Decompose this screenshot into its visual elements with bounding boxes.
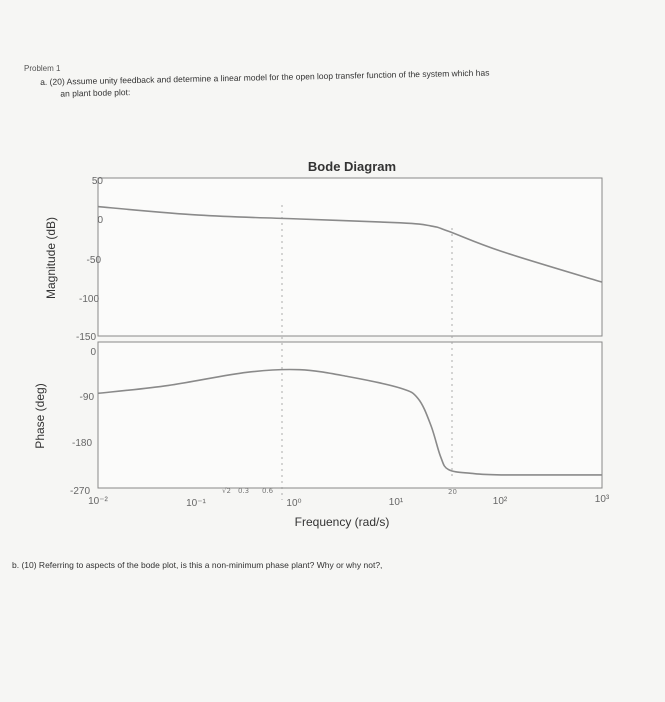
hand-note-06: 0.6 <box>262 487 274 495</box>
phase-y-ticks <box>70 347 96 497</box>
part-b-question: b. (10) Referring to aspects of the bode plot, is this a non-minimum phase plant? Why or why not?, <box>12 560 383 570</box>
hand-note-sqrt2: √2 <box>222 487 231 495</box>
problem-title: Problem 1 <box>24 64 61 73</box>
hand-note-03: 0.3 <box>238 487 250 495</box>
x-tick-1e-2: 10⁻² <box>88 496 108 507</box>
part-a-marker: a. <box>40 76 48 87</box>
x-tick-1e1: 10¹ <box>388 497 404 508</box>
x-tick-1e-1: 10⁻¹ <box>186 498 206 509</box>
phase-tick-neg90: -90 <box>79 392 94 403</box>
mag-tick-neg150: -150 <box>75 332 96 343</box>
phase-tick-0: 0 <box>90 347 96 358</box>
x-tick-1e0: 10⁰ <box>286 498 302 509</box>
x-tick-1e2: 10² <box>492 496 508 507</box>
mag-tick-50: 50 <box>91 176 103 187</box>
phase-tick-neg270: -270 <box>69 486 90 497</box>
x-tick-1e3: 10³ <box>594 494 610 505</box>
mag-tick-0: 0 <box>97 215 103 226</box>
part-a-text-line2: an plant bode plot: <box>60 87 131 99</box>
mag-tick-neg50: -50 <box>86 255 101 266</box>
magnitude-axes-frame <box>98 178 602 336</box>
magnitude-axis-label: Magnitude (dB) <box>44 216 58 300</box>
frequency-x-ticks <box>88 494 610 509</box>
hand-note-20: 20 <box>448 488 457 496</box>
part-a-text-line1: (20) Assume unity feedback and determine a linear model for the open loop transfer function of the system which has <box>49 67 490 87</box>
mag-tick-neg100: -100 <box>78 294 99 305</box>
phase-axes-frame <box>98 342 602 488</box>
phase-tick-neg180: -180 <box>71 438 92 449</box>
frequency-axis-label: Frequency (rad/s) <box>294 515 390 529</box>
chart-title: Bode Diagram <box>307 159 397 174</box>
phase-axis-label: Phase (deg) <box>33 383 47 449</box>
